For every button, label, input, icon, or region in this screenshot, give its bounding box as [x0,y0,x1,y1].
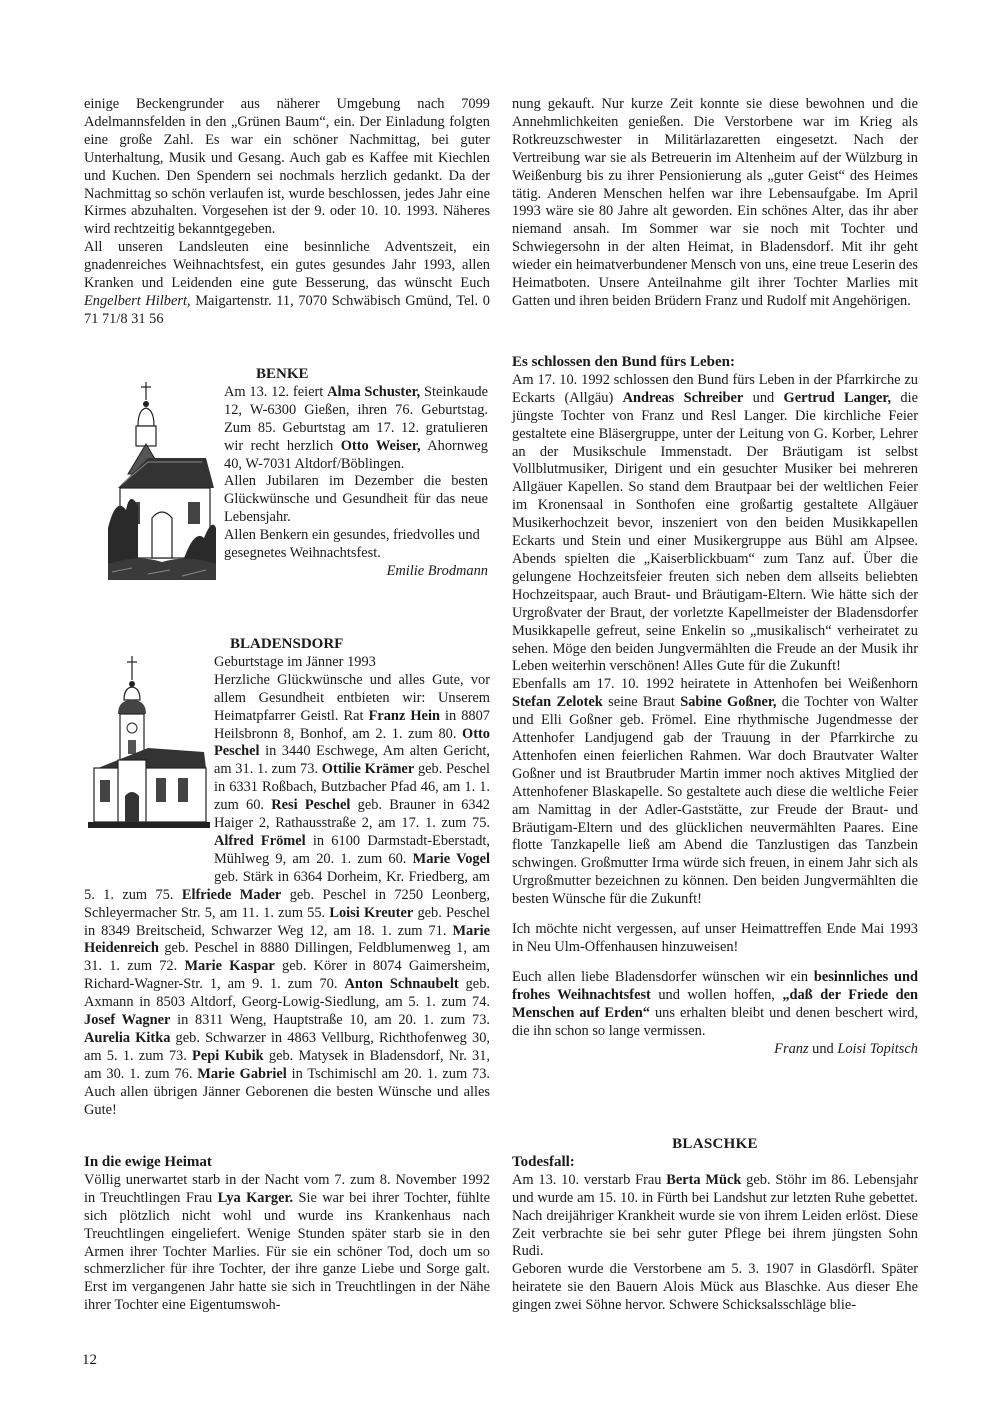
person-name: Elfriede Mader [181,886,282,903]
person-name: Otto Weiser, [340,437,421,454]
person-name: Alma Schuster, [327,383,421,400]
right-continuation [512,96,918,311]
person-name: Sabine Goßner, [680,694,777,711]
author-name: Engelbert Hilbert, [84,292,191,309]
meeting-reminder: Ich möchte nicht vergessen, auf unser Heimattreffen Ende Mai 1993 in Neu Ulm-Offenhausen hinzuweisen! [512,921,918,955]
bladensdorf-heading: BLADENSDORF [230,636,344,652]
person-name: Aurelia Kitka [84,1029,171,1046]
person-name: Gertrud Langer, [783,389,892,406]
person-name: Alfred Frömel [214,832,306,849]
page-number: 12 [82,1352,97,1368]
bladensdorf-birthdays [84,654,490,1120]
benke-wishes: Allen Jubilaren im Dezember die besten Glückwünsche und Gesundheit für das neue Lebensjahr. [224,473,488,526]
person-name: Berta Mück [666,1171,742,1188]
person-name: Ottilie Krämer [321,761,415,778]
wedding-paragraph-1: Am 17. 10. 1992 schlossen den Bund fürs Leben in der Pfarrkirche zu Eckarts (Allgäu) Andreas Schreiber und Gertrud Langer, die jüngste Tochter von Franz und Resl Langer. Die kirchliche Feier gestaltete eine Bläsergruppe, unter der Leitung von G. Korber, Lehrer an der Musikschule Immenstadt. Der Bräutigam ist selbst Vollblutmusiker, Dirigent und ein gesuchter Musiker bei mehreren Allgäuer Kapellen. So stand dem Brautpaar bei der weltlichen Feier im Kronensaal in Sonthofen eine großartig gestaltete Allgäuer Musikerhochzeit bevor, inszeniert von den beiden Musikkapellen Eckarts und Stein und einer Musikergruppe aus Bühl am Alpsee. Abends spielten die „Kaiserblickbuam“ zum Tanz auf. Über die gelungene Hochzeitsfeier freuten sich neben dem allseits beliebten Hochzeitspaar, auch Braut- und Bräutigam-Eltern. Wie hätte sich der Urgroßvater der Braut, der vorletzte Kapellmeister der Bladensdorfer Musikkapelle gefreut, seine Enkelin so „musikalisch“ verheiratet zu sehen. Möge den beiden Jungvermählten die Freude an der Musik ihr Leben weiterhin verschönen! Alles Gute für die Zukunft! [512,371,918,675]
obituary-paragraph: Völlig unerwartet starb in der Nacht vom 7. zum 8. November 1992 in Treuchtlingen Frau Lya Karger. Sie war bei ihrer Tochter, fühlte sich plötzlich nicht wohl und wurde ins Krankenhaus nach Treuchtlingen eingeliefert. Wenige Stunden später starb sie in den Armen ihrer Tochter Marlies. Für sie ein schöner Tod, doch um so schmerzlicher für ihre Tochter, der ihre ganze Liebe und Sorge galt. Erst im vergangenen Jahr hatte sie sich in Treuchtlingen in der Nähe ihrer Tochter eine Eigentumswoh- [84,1171,490,1314]
person-name: Lya Karger. [217,1189,294,1206]
person-name: Pepi Kubik [192,1047,264,1064]
blaschke-heading: BLASCHKE [672,1136,758,1152]
blaschke-subheading: Todesfall: [512,1153,575,1170]
person-name: Marie Kaspar [184,958,275,975]
benke-paragraph: Am 13. 12. feiert Alma Schuster, Steinkaude 12, W-6300 Gießen, ihren 76. Geburtstag. Zum 85. Geburtstag am 17. 12. gratulieren wir recht herzlich Otto Weiser, Ahornweg 40, W-7031 Altdorf/Böblingen. [224,383,488,472]
wedding-paragraph-2: Ebenfalls am 17. 10. 1992 heiratete in Attenhofen bei Weißenhorn Stefan Zelotek seine Braut Sabine Goßner, die Tochter von Walter und Elli Goßner geb. Frömel. Eine rhythmische Jugendmesse der Attenhofer Landjugend gab der Trauung in der Pfarrkirche zu Attenhofen einen feierlichen Rahmen. War doch Brautvater Walter Goßner und ist Brautbruder Martin immer noch aktives Mitglied der Attenhofener Blaskapelle. So gestaltete auch diese die weltliche Feier am Namittag in der Adler-Gaststätte, zur Freude der Braut- und Bräutigam-Eltern und des glücklichen neuvermählten Paares. Eine flotte Tanzkapelle ließ am Abend die Tanzlustigen das Tanzbein schwingen. Großmutter Irma würde sich freuen, in einem Jahr sich als Urgroßmutter bezeichnen zu können. Den beiden Jungvermählten die besten Wünsche für die Zukunft! [512,676,918,908]
wedding-heading: Es schlossen den Bund fürs Leben: [512,354,735,370]
greeting-paragraph: All unseren Landsleuten eine besinnliche Adventszeit, ein gnadenreiches Weihnachtsfest, ein gutes gesundes Jahr 1993, allen Kranken und Leidenden eine gute Besserung, das wünscht Euch Engelbert Hilbert, Maigartenstr. 11, 7070 Schwäbisch Gmünd, Tel. 0 71 71/8 31 56 [84,239,490,327]
person-name: Josef Wagner [84,1012,171,1029]
person-name: Franz Hein [368,707,440,724]
person-name: Marie Gabriel [197,1065,287,1082]
person-name: Andreas Schreiber [622,389,744,406]
person-name: Otto Peschel [214,725,490,760]
christmas-greeting: Euch allen liebe Bladensdorfer wünschen wir ein besinnliches und frohes Weihnachtsfest und wollen hoffen, „daß der Friede den Menschen auf Erden“ uns erhalten bleibt und denen beschert wird, die ihn schon so lange vermissen. [512,968,919,1039]
benke-chapel-illustration [108,378,216,580]
wedding-signature: Franz und Loisi Topitsch [774,1040,918,1057]
author-address: Maigartenstr. 11, 7070 Schwäbisch Gmünd, Tel. 0 71 71/8 31 56 [84,292,490,327]
illustration-spacer [84,654,214,872]
person-name: Stefan Zelotek [512,694,603,711]
obituary-continuation: nung gekauft. Nur kurze Zeit konnte sie diese bewohnen und die Annehmlichkeiten genießen. Die Verstorbene war im Krieg als Rotkreuzschwester in Militärlazaretten eingesetzt. Nach der Vertreibung war sie als Betreuerin im Altenheim auf der Wülzburg in Weißenburg bis zu ihrer Pensionierung als „guter Geist“ des Heimes tätig. Anderen Menschen helfen war ihre Lebensaufgabe. Im April 1993 wäre sie 80 Jahre alt geworden. Ein schönes Alter, das ihr aber niemand ansah. Im Sommer war sie noch mit Tochter und Schwiegersohn in der alten Heimat, in Bladensdorf. Mit ihr geht wieder ein heimatverbundener Mensch von uns, eine treue Leserin des Heimatboten. Unsere Anteilnahme gilt ihrer Tochter Marlies mit Gatten und ihren beiden Brüdern Franz und Rudolf mit Angehörigen. [512,96,918,309]
person-name: Marie Vogel [412,850,490,867]
bladensdorf-subheading: Geburtstage im Jänner 1993 [214,653,376,670]
benke-christmas: Allen Benkern ein gesundes, friedvolles und gesegnetes Weihnachtsfest. [224,527,480,562]
benke-heading: BENKE [256,366,309,382]
person-name: Loisi Kreuter [329,904,414,921]
person-name: Anton Schnaubelt [344,976,459,993]
benke-signature: Emilie Brodmann [386,562,488,579]
blaschke-section [512,1136,918,1315]
bladensdorf-section [84,636,490,1119]
person-name: Marie Heidenreich [84,922,490,957]
left-intro [84,96,490,329]
intro-paragraph: einige Beckengrunder aus näherer Umgebung nach 7099 Adelmannsfelden in den „Grünen Baum“, ein. Der Einladung folgten eine große Zahl. Es war ein schöner Nachmittag, bei guter Unterhaltung, Musik und Gesang. Auch gab es Kaffee mit Kiechlen und Kuchen. Den Spendern sei nochmals herzlich gedankt. Da der Nachmittag so schön verlaufen ist, wurde beschlossen, jedes Jahr eine Kirmes abzuhalten. Vorgesehen ist der 9. oder 10. 10. 1993. Näheres wird rechtzeitig bekanntgegeben. [84,96,490,238]
benke-section [224,366,488,581]
obituary-heading: In die ewige Heimat [84,1154,212,1170]
obituary-section [84,1154,490,1315]
blaschke-paragraph-1: Am 13. 10. verstarb Frau Berta Mück geb. Stöhr im 86. Lebensjahr und wurde am 15. 10. in Fürth bei Landshut zur letzten Ruhe gebettet. Nach dreijähriger Krankheit wurde sie von ihrem Leiden erlöst. Diese Zeit verbrachte sie bei sehr guter Pflege bei ihrem jüngsten Sohn Rudi. [512,1171,919,1260]
person-name: Resi Peschel [271,797,351,814]
wedding-section [512,354,918,1058]
blaschke-paragraph-2: Geboren wurde die Verstorbene am 5. 3. 1907 in Glasdörfl. Später heiratete sie den Bauern Alois Mück aus Blaschke. Aus dieser Ehe gingen zwei Söhne hervor. Schwere Schicksalsschläge blie- [512,1261,918,1314]
bladensdorf-paragraph: Herzliche Glückwünsche und alles Gute, vor allem Gesundheit entbieten wir: Unserem Heimatpfarrer Geistl. Rat Franz Hein in 8807 Heilsbronn 8, Bonhof, am 2. 1. zum 80. Otto Peschel in 3440 Eschwege, Am alten Gericht, am 31. 1. zum 73. Ottilie Krämer geb. Peschel in 6331 Roßbach, Butzbacher Pfad 46, am 1. 1. zum 60. Resi Peschel geb. Brauner in 6342 Haiger 2, Rathausstraße 2, am 17. 1. zum 75. Alfred Frömel in 6100 Darmstadt-Eberstadt, Mühlweg 9, am 20. 1. zum 60. Marie Vogel geb. Stärk in 6364 Dorheim, Kr. Friedberg, am 5. 1. zum 75. Elfriede Mader geb. Peschel in 7250 Leonberg, Schleyermacher Str. 5, am 11. 1. zum 55. Loisi Kreuter geb. Peschel in 8349 Breitscheid, Schwarzer Weg 12, am 18. 1. zum 71. Marie Heidenreich geb. Peschel in 8880 Dillingen, Feldblumenweg 1, am 31. 1. zum 72. Marie Kaspar geb. Körer in 8074 Gaimersheim, Richard-Wagner-Str. 1, am 9. 1. zum 70. Anton Schnaubelt geb. Axmann in 8503 Altdorf, Georg-Lowig-Siedlung, am 5. 1. zum 74. Josef Wagner in 8311 Weng, Hauptstraße 10, am 20. 1. zum 73. Aurelia Kitka geb. Schwarzer in 4863 Vellburg, Richthofenweg 30, am 5. 1. zum 73. Pepi Kubik geb. Matysek in Bladensdorf, Nr. 31, am 30. 1. zum 76. Marie Gabriel in Tschimischl am 20. 1. zum 73. Auch allen übrigen Jänner Geborenen die besten Wünsche und alles Gute! [84,671,491,1118]
